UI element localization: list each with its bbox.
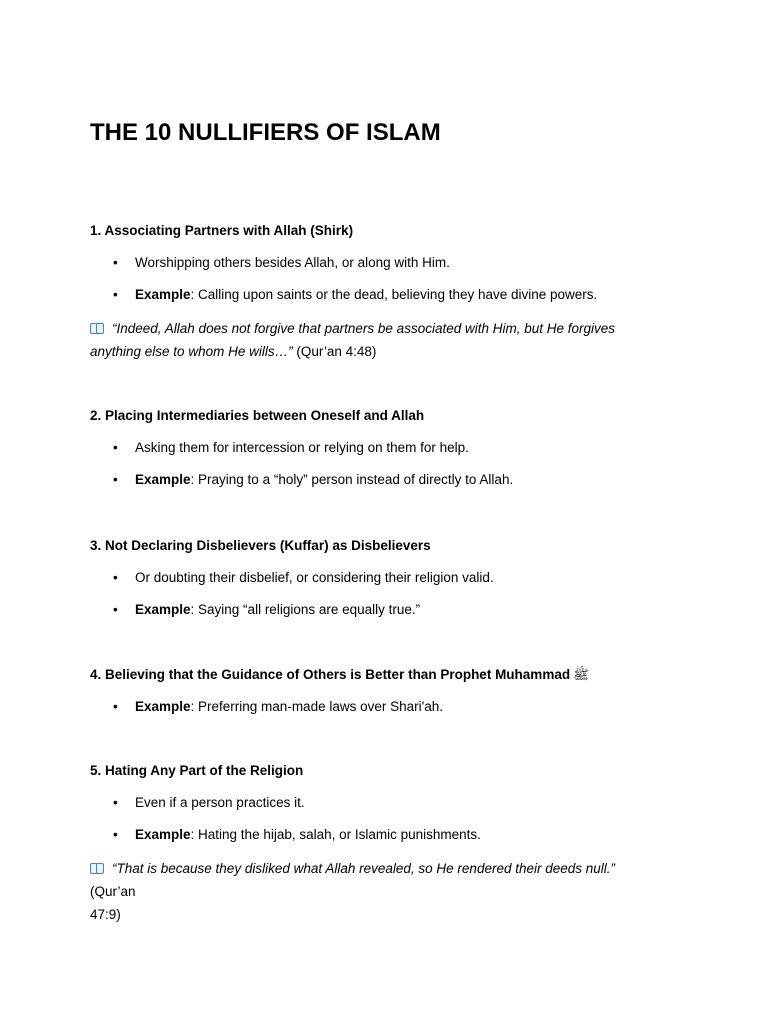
- bullet-marker: •: [113, 255, 118, 270]
- item-text: : Preferring man-made laws over Shari'ah.: [190, 699, 443, 714]
- section-2: [90, 407, 690, 489]
- bullet-list: [90, 569, 690, 619]
- bullet-marker: •: [113, 472, 118, 487]
- quote-reference: (Qur’an: [90, 884, 136, 899]
- quran-quote: [90, 857, 650, 926]
- quote-text: anything else to whom He wills…”: [90, 344, 293, 359]
- section-heading: 2. Placing Intermediaries between Oneself and Allah: [90, 408, 425, 423]
- bullet-list: [90, 439, 690, 489]
- bullet-marker: •: [113, 699, 118, 714]
- list-item: [90, 286, 690, 304]
- section-1: [90, 222, 690, 363]
- bullet-marker: •: [113, 827, 118, 842]
- list-item: [90, 471, 690, 489]
- list-item: [90, 794, 690, 812]
- example-label: Example: [135, 827, 191, 842]
- item-text: Worshipping others besides Allah, or along with Him.: [135, 255, 450, 270]
- quote-reference: (Qur’an 4:48): [292, 344, 377, 359]
- example-label: Example: [135, 699, 191, 714]
- item-text: Or doubting their disbelief, or considering their religion valid.: [135, 570, 494, 585]
- list-item: [90, 698, 690, 716]
- salawat-symbol: ﷺ: [573, 667, 589, 682]
- bullet-marker: •: [113, 287, 118, 302]
- section-4: [90, 666, 690, 716]
- section-heading: 1. Associating Partners with Allah (Shirk): [90, 223, 354, 238]
- quote-text: “Indeed, Allah does not forgive that partners be associated with Him, but He forgives: [112, 321, 616, 336]
- example-label: Example: [135, 287, 191, 302]
- list-item: [90, 826, 690, 844]
- list-item: [90, 254, 690, 272]
- bullet-marker: •: [113, 440, 118, 455]
- section-5: [90, 762, 690, 926]
- section-heading: [90, 666, 690, 684]
- example-label: Example: [135, 602, 191, 617]
- section-heading: 3. Not Declaring Disbelievers (Kuffar) as Disbelievers: [90, 538, 431, 553]
- bullet-list: [90, 698, 690, 716]
- quote-text: “That is because they disliked what Allah revealed, so He rendered their deeds null.”: [112, 861, 616, 876]
- page-title: THE 10 NULLIFIERS OF ISLAM: [90, 119, 441, 146]
- list-item: [90, 439, 690, 457]
- section-3: [90, 537, 690, 619]
- section-heading: 5. Hating Any Part of the Religion: [90, 763, 304, 778]
- bullet-list: [90, 254, 690, 304]
- bullet-marker: •: [113, 795, 118, 810]
- open-book-icon: [90, 863, 104, 874]
- quote-reference: 47:9): [90, 907, 121, 922]
- bullet-marker: •: [113, 570, 118, 585]
- list-item: [90, 601, 690, 619]
- item-text: : Hating the hijab, salah, or Islamic punishments.: [190, 827, 481, 842]
- quran-quote: [90, 317, 650, 363]
- list-item: [90, 569, 690, 587]
- item-text: Even if a person practices it.: [135, 795, 305, 810]
- bullet-marker: •: [113, 602, 118, 617]
- item-text: : Saying “all religions are equally true.”: [190, 602, 421, 617]
- item-text: : Praying to a “holy” person instead of directly to Allah.: [190, 472, 514, 487]
- item-text: Asking them for intercession or relying on them for help.: [135, 440, 469, 455]
- item-text: : Calling upon saints or the dead, believing they have divine powers.: [190, 287, 598, 302]
- bullet-list: [90, 794, 690, 844]
- heading-text: 4. Believing that the Guidance of Others is Better than Prophet Muhammad: [90, 667, 571, 682]
- open-book-icon: [90, 323, 104, 334]
- example-label: Example: [135, 472, 191, 487]
